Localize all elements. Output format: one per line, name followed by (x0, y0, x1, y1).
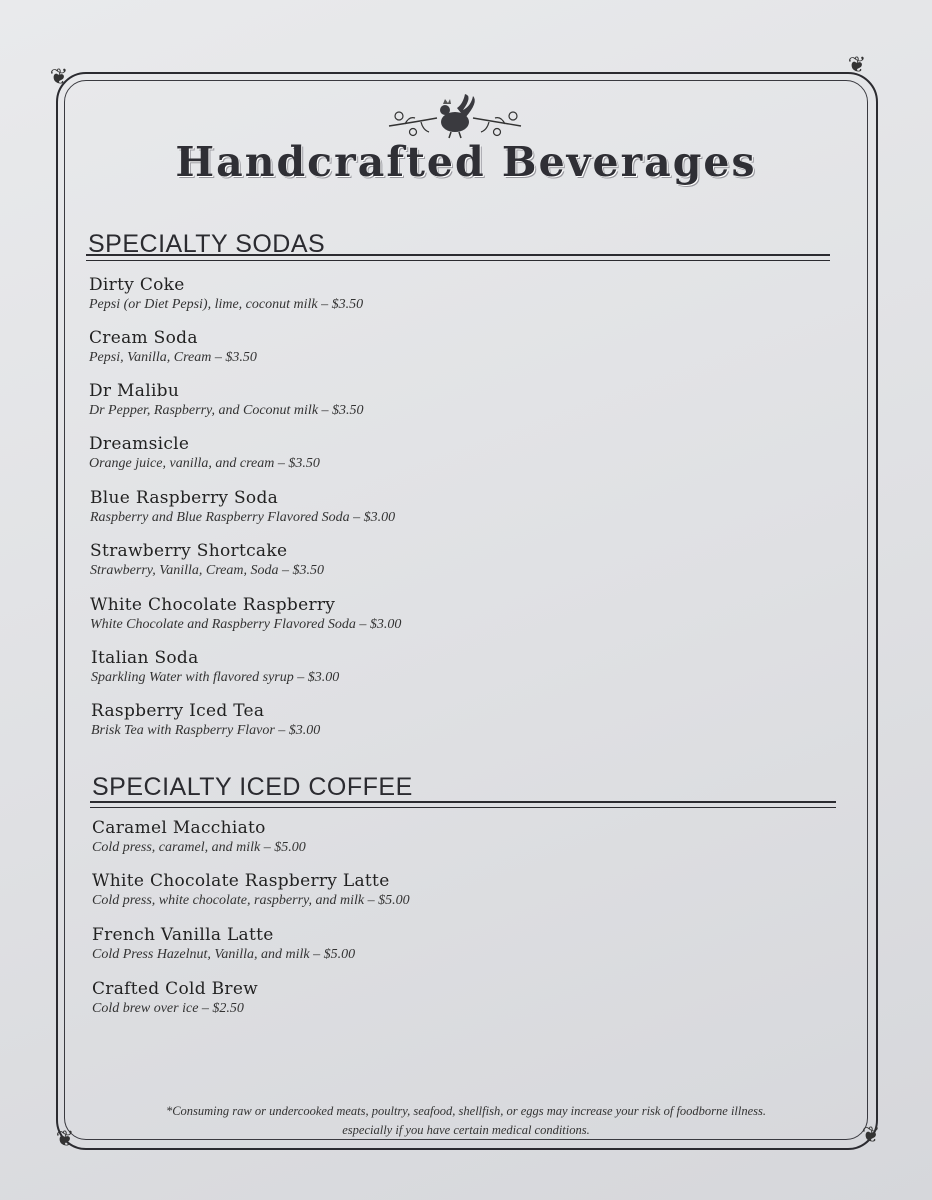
food-safety-disclaimer (100, 1102, 832, 1140)
rooster-floral-ornament-icon (385, 92, 525, 140)
item-name: Blue Raspberry Soda (90, 488, 279, 508)
item-name: Cream Soda (89, 328, 198, 348)
item-description: Dr Pepper, Raspberry, and Coconut milk – $3.50 (89, 403, 364, 418)
item-name: Italian Soda (91, 648, 199, 668)
item-name: Strawberry Shortcake (90, 541, 288, 561)
item-description: Orange juice, vanilla, and cream – $3.50 (89, 456, 320, 471)
item-description: Brisk Tea with Raspberry Flavor – $3.00 (91, 723, 321, 738)
menu-item (89, 380, 364, 420)
item-name: Dirty Coke (89, 275, 185, 295)
menu-item (89, 327, 257, 367)
item-name: Crafted Cold Brew (92, 979, 259, 999)
menu-item (90, 540, 324, 580)
item-name: Dreamsicle (89, 434, 190, 454)
item-name: White Chocolate Raspberry Latte (92, 871, 390, 891)
item-name: Raspberry Iced Tea (91, 701, 265, 721)
floral-corner-icon: ❦ (55, 1126, 75, 1151)
menu-item (89, 274, 363, 314)
menu-title: Handcrafted Beverages (175, 138, 757, 186)
menu-item (90, 487, 395, 527)
item-description: Cold brew over ice – $2.50 (92, 1001, 244, 1016)
item-name: White Chocolate Raspberry (90, 595, 336, 615)
disclaimer-line-1: *Consuming raw or undercooked meats, poultry, seafood, shellfish, or eggs may increase your risk of foodborne illness. (165, 1104, 767, 1118)
menu-item (92, 817, 306, 857)
item-description: Cold Press Hazelnut, Vanilla, and milk – $5.00 (92, 947, 356, 962)
section-divider (90, 801, 836, 808)
floral-corner-icon: ❦ (861, 1122, 881, 1147)
floral-corner-icon: ❦ (847, 52, 867, 77)
disclaimer-line-2: especially if you have certain medical conditions. (342, 1123, 590, 1137)
item-description: White Chocolate and Raspberry Flavored Soda – $3.00 (90, 617, 402, 632)
item-description: Sparkling Water with flavored syrup – $3.00 (91, 670, 340, 685)
item-description: Pepsi, Vanilla, Cream – $3.50 (89, 350, 257, 365)
item-description: Cold press, white chocolate, raspberry, and milk – $5.00 (92, 893, 410, 908)
section-divider (86, 254, 830, 261)
item-name: Caramel Macchiato (92, 818, 266, 838)
item-description: Raspberry and Blue Raspberry Flavored Soda – $3.00 (90, 510, 396, 525)
section-heading-specialty-iced-coffee: SPECIALTY ICED COFFEE (92, 773, 413, 801)
menu-item (92, 924, 355, 964)
item-description: Pepsi (or Diet Pepsi), lime, coconut milk – $3.50 (89, 297, 364, 312)
menu-item (92, 870, 410, 910)
section-heading-specialty-sodas: SPECIALTY SODAS (88, 230, 326, 258)
menu-item (90, 594, 401, 634)
floral-corner-icon: ❦ (49, 64, 69, 89)
menu-item (89, 433, 320, 473)
item-name: French Vanilla Latte (92, 925, 274, 945)
menu-item (92, 978, 258, 1018)
item-description: Strawberry, Vanilla, Cream, Soda – $3.50 (90, 563, 324, 578)
item-description: Cold press, caramel, and milk – $5.00 (92, 840, 306, 855)
item-name: Dr Malibu (89, 381, 180, 401)
menu-item (91, 647, 339, 687)
menu-item (91, 700, 320, 740)
